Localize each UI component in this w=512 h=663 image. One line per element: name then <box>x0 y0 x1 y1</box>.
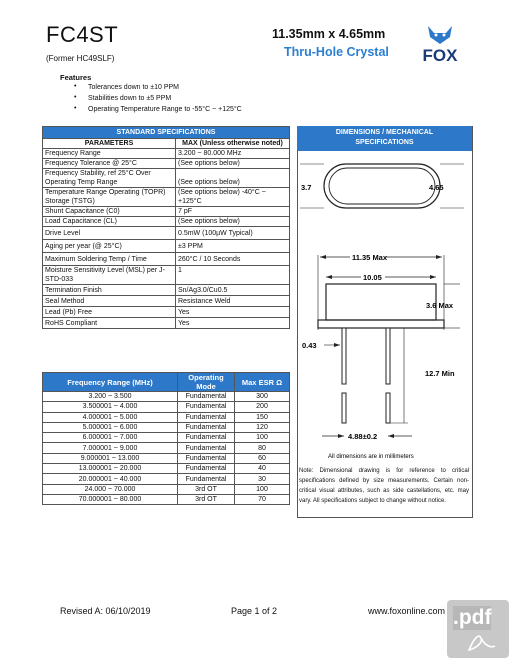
cell: 3.200 ~ 3.500 <box>43 392 178 402</box>
table-row <box>43 412 290 422</box>
esr-table <box>42 372 290 505</box>
param-cell: Shunt Capacitance (C0) <box>43 207 176 217</box>
value-cell: 260°C / 10 Seconds <box>176 253 290 266</box>
product-type: Thru-Hole Crystal <box>284 45 389 59</box>
cell: 200 <box>235 402 290 412</box>
param-cell: RoHS Compliant <box>43 318 176 329</box>
cell: 120 <box>235 422 290 432</box>
size-title: 11.35mm x 4.65mm <box>272 27 386 41</box>
cell: 5.000001 ~ 6.000 <box>43 422 178 432</box>
cell: 70 <box>235 494 290 504</box>
col-mode: Operating Mode <box>178 373 235 392</box>
table-row <box>43 453 290 463</box>
dim-lead-dia-label: 0.43 <box>302 341 317 350</box>
cell: Fundamental <box>178 453 235 463</box>
value-cell: 3.200 ~ 80.000 MHz <box>176 149 290 159</box>
param-cell: Seal Method <box>43 296 176 307</box>
value-cell: Sn/Ag3.0/Cu0.5 <box>176 285 290 296</box>
param-cell: Frequency Range <box>43 149 176 159</box>
param-cell: Temperature Range Operating (TOPR) Storage (TSTG) <box>43 188 176 207</box>
table-row <box>43 443 290 453</box>
dim-height-label: 3.7 <box>301 183 312 192</box>
cell: 70.000001 ~ 80.000 <box>43 494 178 504</box>
cell: 3rd OT <box>178 484 235 494</box>
table-row <box>43 318 290 329</box>
table-row <box>43 207 290 217</box>
cell: 100 <box>235 433 290 443</box>
revision-text: Revised A: 06/10/2019 <box>60 606 151 616</box>
table-row <box>43 217 290 227</box>
spec-table-title: STANDARD SPECIFICATIONS <box>43 127 290 139</box>
units-note: All dimensions are in millimeters <box>328 454 414 460</box>
cell: Fundamental <box>178 443 235 453</box>
cell: 60 <box>235 453 290 463</box>
cell: 13.000001 ~ 20.000 <box>43 464 178 474</box>
table-row <box>43 433 290 443</box>
table-row <box>43 474 290 484</box>
page-number: Page 1 of 2 <box>231 606 278 616</box>
acrobat-icon <box>465 632 499 654</box>
cell: 9.000001 ~ 13.000 <box>43 453 178 463</box>
param-cell: Termination Finish <box>43 285 176 296</box>
dim-body-height-label: 3.6 Max <box>426 301 454 310</box>
cell: Fundamental <box>178 412 235 422</box>
dimensions-title-line2: SPECIFICATIONS <box>355 139 414 146</box>
logo-text: FOX <box>422 46 458 64</box>
table-row <box>43 484 290 494</box>
value-cell: 0.5mW (100µW Typical) <box>176 227 290 240</box>
table-row <box>43 266 290 285</box>
fox-logo <box>417 24 463 64</box>
cell: 7.000001 ~ 9.000 <box>43 443 178 453</box>
param-cell: Maximum Soldering Temp / Time <box>43 253 176 266</box>
col-parameters: PARAMETERS <box>43 139 176 149</box>
param-cell: Lead (Pb) Free <box>43 307 176 318</box>
table-row <box>43 307 290 318</box>
table-row <box>43 169 290 188</box>
crystal-body <box>326 284 436 320</box>
cell: Fundamental <box>178 422 235 432</box>
value-cell: 7 pF <box>176 207 290 217</box>
lead-left-lower <box>342 393 346 423</box>
lead-right <box>386 328 390 384</box>
table-row <box>43 296 290 307</box>
table-row <box>43 253 290 266</box>
cell: 20.000001 ~ 40.000 <box>43 474 178 484</box>
cell: 24.000 ~ 70.000 <box>43 484 178 494</box>
param-cell: Frequency Tolerance @ 25°C <box>43 159 176 169</box>
value-cell: (See options below) -40°C ~ +125°C <box>176 188 290 207</box>
cell: 3.500001 ~ 4.000 <box>43 402 178 412</box>
features-title: Features <box>60 73 92 82</box>
cell: Fundamental <box>178 474 235 484</box>
table-row <box>43 227 290 240</box>
table-row <box>43 392 290 402</box>
cell: Fundamental <box>178 464 235 474</box>
cell: 150 <box>235 412 290 422</box>
value-cell: Yes <box>176 318 290 329</box>
param-cell: Frequency Stability, ref 25°C Over Operating Temp Range <box>43 169 176 188</box>
cell: 3rd OT <box>178 494 235 504</box>
value-cell: (See options below) <box>176 169 290 188</box>
param-cell: Aging per year (@ 25°C) <box>43 240 176 253</box>
col-max: MAX (Unless otherwise noted) <box>176 139 290 149</box>
cell: 100 <box>235 484 290 494</box>
value-cell: (See options below) <box>176 217 290 227</box>
top-view-inner <box>329 168 435 204</box>
former-model: (Former HC49SLF) <box>46 54 115 63</box>
col-frequency: Frequency Range (MHz) <box>43 373 178 392</box>
lead-right-lower <box>386 393 390 423</box>
feature-item: • Stabilities down to ±5 PPM <box>74 95 242 106</box>
website-link[interactable]: www.foxonline.com <box>368 606 446 616</box>
value-cell: ±3 PPM <box>176 240 290 253</box>
value-cell: Resistance Weld <box>176 296 290 307</box>
pdf-badge[interactable] <box>447 600 509 658</box>
lead-left <box>342 328 346 384</box>
cell: 4.000001 ~ 5.000 <box>43 412 178 422</box>
param-cell: Moisture Sensitivity Level (MSL) per J-STD-033 <box>43 266 176 285</box>
crystal-base <box>318 320 444 328</box>
table-row <box>43 149 290 159</box>
value-cell: Yes <box>176 307 290 318</box>
dimensions-title-line1: DIMENSIONS / MECHANICAL <box>335 129 434 136</box>
col-esr: Max ESR Ω <box>235 373 290 392</box>
model-title: FC4ST <box>46 22 119 47</box>
cell: Fundamental <box>178 402 235 412</box>
cell: 40 <box>235 464 290 474</box>
cell: 6.000001 ~ 7.000 <box>43 433 178 443</box>
table-row <box>43 494 290 504</box>
table-row <box>43 285 290 296</box>
cell: 300 <box>235 392 290 402</box>
table-row <box>43 402 290 412</box>
value-cell: 1 <box>176 266 290 285</box>
features-list <box>74 84 242 117</box>
cell: 80 <box>235 443 290 453</box>
cell: 30 <box>235 474 290 484</box>
cell: Fundamental <box>178 433 235 443</box>
param-cell: Load Capacitance (CL) <box>43 217 176 227</box>
value-cell: (See options below) <box>176 159 290 169</box>
table-row <box>43 464 290 474</box>
top-view-outer <box>324 164 440 208</box>
dimensions-note: Note: Dimensional drawing is for reference to critical specifications defined by size measurements. Certain non-critical visual attributes, such as side castellations, etc. may vary. All specifications subject to change without notice. <box>299 468 469 504</box>
feature-item: • Tolerances down to ±10 PPM <box>74 84 242 95</box>
table-row <box>43 159 290 169</box>
spec-table <box>42 126 290 329</box>
dimensions-title <box>297 126 472 151</box>
dim-length-label: 11.35 Max <box>352 253 388 262</box>
dim-pitch-label: 4.88±0.2 <box>348 432 378 441</box>
dim-width-label: 4.65 <box>429 183 444 192</box>
param-cell: Drive Level <box>43 227 176 240</box>
cell: Fundamental <box>178 392 235 402</box>
pdf-badge-label: .pdf <box>453 606 492 629</box>
feature-item: • Operating Temperature Range to -55°C ~ +125°C <box>74 106 242 117</box>
table-row <box>43 188 290 207</box>
table-row <box>43 422 290 432</box>
mechanical-drawing <box>298 150 471 465</box>
table-row <box>43 240 290 253</box>
dim-lead-len-label: 12.7 Min <box>425 369 455 378</box>
dim-inner-label: 10.05 <box>363 273 382 282</box>
